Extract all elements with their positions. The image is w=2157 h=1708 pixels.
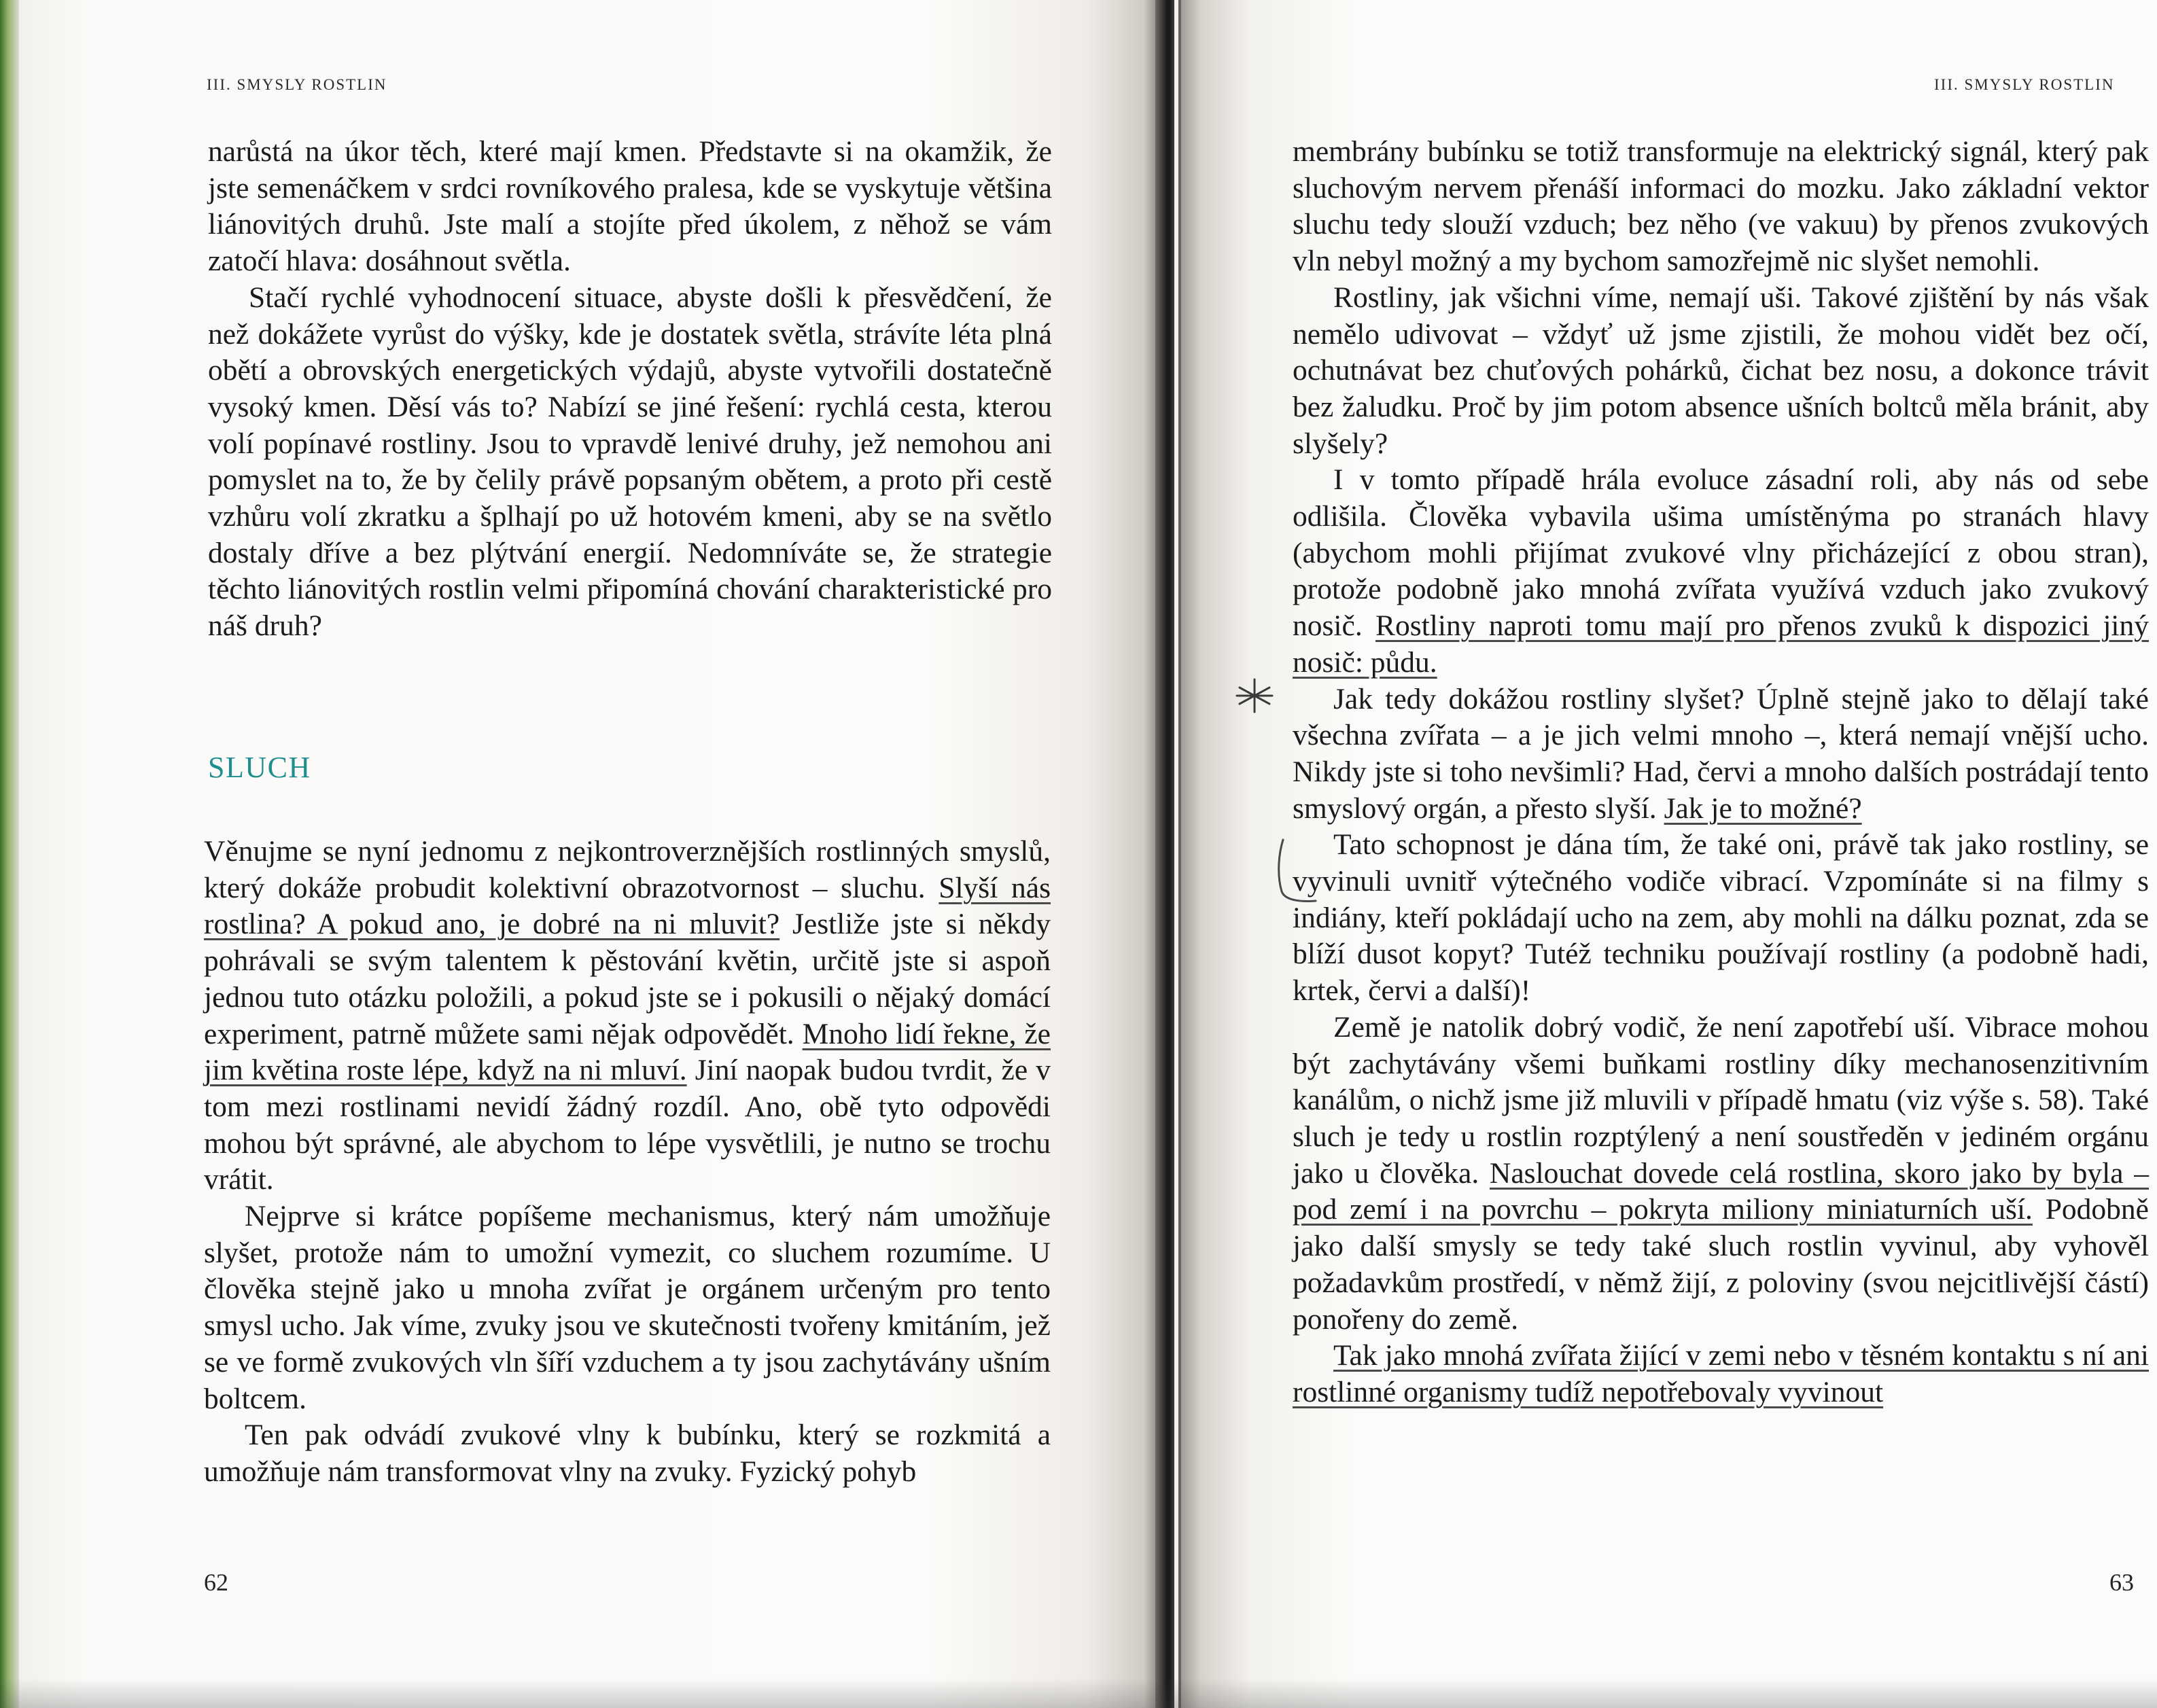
text-run: Jak tedy dokážou rostliny slyšet? Úplně stejně jako to dělají také všechna zvířata – a je jich velmi mnoho –, která nemají vnější ucho. Nikdy jste si toho nevšimli? Had, červi a mnoho dalších postrádají tento smyslový orgán, a přesto slyší.	[1293, 682, 2149, 825]
paragraph: Nejprve si krátce popíšeme mechanismus, který nám umožňuje slyšet, protože nám to umožní vymezit, co sluchem rozumíme. U člověka stejně jako u mnoha zvířat je orgánem určeným pro tento smysl ucho. Jak víme, zvuky jsou ve skutečnosti tvořeny kmitáním, jež se ve formě zvukových vln šíří vzduchem a ty jsou zachytávány ušním boltcem.	[204, 1200, 1051, 1415]
page-number-left: 62	[204, 1569, 228, 1596]
section-heading: SLUCH	[208, 751, 311, 784]
paragraph	[1293, 1338, 2149, 1410]
paragraph: Ten pak odvádí zvukové vlny k bubínku, který se rozkmitá a umožňuje nám transformovat vlny na zvuky. Fyzický pohyb	[204, 1419, 1051, 1488]
scan-bottom-shadow	[0, 1678, 2157, 1708]
paragraph	[1293, 681, 2149, 828]
underlined-passage: Naslouchat dovede celá rostlina, skoro jako by byla – pod zemí i na povrchu – pokryta miliony miniaturních uší.	[1293, 1156, 2149, 1226]
paragraph: Stačí rychlé vyhodnocení situace, abyste došli k přesvědčení, že než dokážete vyrůst do výšky, kde je dostatek světla, strávíte léta plná obětí a obrovských energetických výdajů, abyste vytvořili dostatečně vysoký kmen. Děsí vás to? Nabízí se jiné řešení: rychlá cesta, kterou volí popínavé rostliny. Jsou to vpravdě lenivé druhy, jež nemohou ani pomyslet na to, že by čelily právě popsaným obětem, a proto při cestě vzhůru volí zkratku a šplhají po už hotovém kmeni, aby se na světlo dostaly dříve a bez plýtvání energií. Nedomníváte se, že strategie těchto liánovitých rostlin velmi připomíná chování charakteristické pro náš druh?	[208, 281, 1052, 643]
paragraph: membrány bubínku se totiž transformuje na elektrický signál, který pak sluchovým nervem přenáší informaci do mozku. Jako základní vektor sluchu tedy slouží vzduch; bez něho (ve vakuu) by přenos zvukových vln nebyl možný a my bychom samozřejmě nic slyšet nemohli.	[1293, 135, 2149, 278]
paragraph	[1293, 1010, 2149, 1338]
paragraph	[1293, 462, 2149, 681]
text-run: Země je natolik dobrý vodič, že není zapotřebí uší. Vibrace mohou být zachytávány všemi buňkami rostliny díky mechanosenzitivním kanálům, o nichž jsme již mluvili v případě hmatu (viz výše s. 58). Také sluch je tedy u rostlin rozptýlený a není soustředěn v jediném orgánu jako u člověka.	[1293, 1010, 2149, 1190]
running-head-left: III. SMYSLY ROSTLIN	[207, 76, 387, 93]
paragraph: Tato schopnost je dána tím, že také oni, právě tak jako rostliny, se vyvinuli uvnitř výtečného vodiče vibrací. Vzpomínáte si na filmy s indiány, kteří pokládají ucho na zem, aby mohli na dálku poznat, zda se blíží dusot kopyt? Tutéž techniku používají rostliny (a podobně hadi, krtek, červi a další)!	[1293, 828, 2149, 1008]
gutter-highlight	[1174, 0, 1178, 1708]
paragraph: narůstá na úkor těch, které mají kmen. Představte si na okamžik, že jste semenáčkem v srdci rovníkového pralesa, kde se vyskytuje většina liánovitých druhů. Jste malí a stojíte před úkolem, z něhož se vám zatočí hlava: dosáhnout světla.	[208, 135, 1052, 278]
text-run: Jiní naopak budou tvrdit, že v tom mezi rostlinami nevidí žádný rozdíl. Ano, obě tyto odpovědi mohou být správné, ale abychom to lépe vysvětlili, je nutno se trochu vrátit.	[204, 1054, 1051, 1196]
page-number-right: 63	[2109, 1569, 2134, 1596]
left-text-block-top	[208, 134, 1052, 645]
text-run: I v tomto případě hrála evoluce zásadní roli, aby nás od sebe odlišila. Člověka vybavila ušima umístěnýma po stranách hlavy (abychom mohli přijímat zvukové vlny přicházející z obou stran), protože podobně jako mnohá zvířata využívá vzduch jako zvukový nosič.	[1293, 463, 2149, 643]
text-run: Věnujme se nyní jednomu z nejkontroverznějších rostlinných smyslů, který dokáže probudit kolektivní obrazotvornost – sluchu.	[204, 835, 1051, 904]
right-text-block	[1293, 134, 2149, 1411]
underlined-passage: Tak jako mnohá zvířata žijící v zemi nebo v těsném kontaktu s ní ani rostlinné organismy tudíž nepotřebovaly vyvinout	[1293, 1339, 2149, 1408]
text-run: Podobně jako další smysly se tedy také sluch rostlin vyvinul, aby vyhověl požadavkům prostředí, v němž žijí, z poloviny (svou nejcitlivější částí) ponořeny do země.	[1293, 1193, 2149, 1336]
underlined-passage: Jak je to možné?	[1664, 791, 1862, 825]
text-run: Jestliže jste si někdy pohrávali se svým talentem k pěstování květin, určitě jste si aspoň jednou tuto otázku položili, a pokud jste se i pokusili o nějaký domácí experiment, patrně můžete sami nějak odpovědět.	[204, 908, 1051, 1050]
scan-edge	[0, 0, 19, 1708]
underlined-passage: Slyší nás rostlina? A pokud ano, je dobré na ni mluvit?	[204, 871, 1051, 941]
underlined-passage: Rostliny naproti tomu mají pro přenos zvuků k dispozici jiný nosič: půdu.	[1293, 609, 2149, 679]
running-head-right: III. SMYSLY ROSTLIN	[1934, 76, 2115, 93]
margin-bracket-annotation-icon	[1271, 837, 1318, 905]
underlined-passage: Mnoho lidí řekne, že jim květina roste lépe, když na ni mluví.	[204, 1017, 1051, 1087]
asterisk-annotation-icon	[1235, 677, 1274, 715]
paragraph	[204, 834, 1051, 1198]
left-text-block-bottom	[204, 834, 1051, 1491]
paragraph: Rostliny, jak všichni víme, nemají uši. Takové zjištění by nás však nemělo udivovat – vždyť už jsme zjistili, že mohou vidět bez očí, ochutnávat bez chuťových pohárků, čichat bez nosu, a dokonce trávit bez žaludku. Proč by jim potom absence ušních boltců měla bránit, aby slyšely?	[1293, 281, 2149, 460]
